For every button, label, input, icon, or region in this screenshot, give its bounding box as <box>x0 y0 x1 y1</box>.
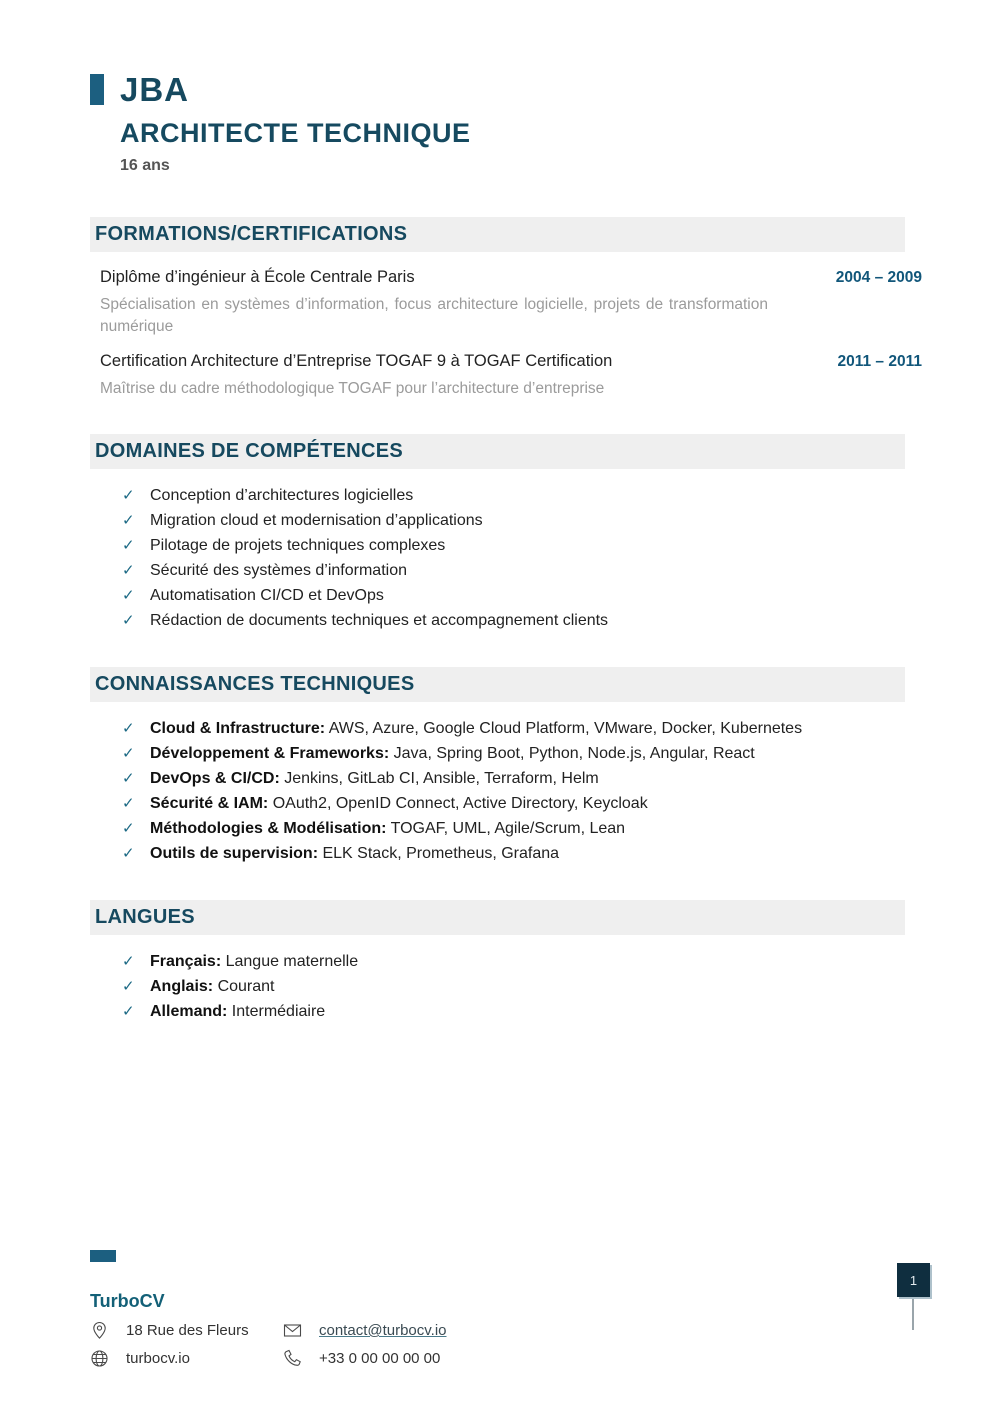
check-icon: ✓ <box>122 720 135 737</box>
candidate-initials: JBA <box>120 71 190 108</box>
skill-values: ELK Stack, Prometheus, Grafana <box>322 845 560 862</box>
page-number-badge: 1 <box>897 1263 930 1297</box>
section-heading-formations: FORMATIONS/CERTIFICATIONS <box>90 217 905 252</box>
skill-values: AWS, Azure, Google Cloud Platform, VMware, Docker, Kubernetes <box>328 720 803 737</box>
section-heading-domaines: DOMAINES DE COMPÉTENCES <box>90 434 905 469</box>
list-item-text: Automatisation CI/CD et DevOps <box>150 587 384 604</box>
globe-icon <box>90 1349 109 1368</box>
list-item <box>122 558 923 583</box>
section-formations <box>90 217 923 400</box>
section-domaines <box>90 434 923 633</box>
skill-category: Développement & Frameworks: <box>150 745 390 762</box>
list-item-text: Rédaction de documents techniques et accompagnement clients <box>150 612 609 629</box>
page-badge-line <box>912 1299 914 1330</box>
formation-description: Maîtrise du cadre méthodologique TOGAF pour l’architecture d’entreprise <box>100 380 605 397</box>
language-level: Langue maternelle <box>225 953 359 970</box>
formation-period: 2011 – 2011 <box>837 353 922 370</box>
list-item <box>122 974 923 999</box>
list-item <box>122 533 923 558</box>
check-icon: ✓ <box>122 795 135 812</box>
language-name: Français: <box>150 953 222 970</box>
formation-title: Certification Architecture d’Entreprise TOGAF 9 à TOGAF Certification <box>100 352 613 370</box>
list-item <box>122 841 923 866</box>
footer <box>90 1250 650 1368</box>
formation-entry <box>100 268 923 338</box>
list-item <box>122 791 923 816</box>
check-icon: ✓ <box>122 537 135 554</box>
check-icon: ✓ <box>122 512 135 529</box>
list-item-text: Sécurité des systèmes d’information <box>150 562 407 579</box>
check-icon: ✓ <box>122 1003 135 1020</box>
list-item <box>122 483 923 508</box>
list-item <box>122 999 923 1024</box>
skill-category: Sécurité & IAM: <box>150 795 269 812</box>
list-item <box>122 816 923 841</box>
envelope-icon <box>283 1321 302 1340</box>
section-heading-connaissances: CONNAISSANCES TECHNIQUES <box>90 667 905 702</box>
address-cell <box>90 1321 283 1340</box>
contact-row <box>90 1321 650 1340</box>
website-cell <box>90 1349 283 1368</box>
section-connaissances <box>90 667 923 866</box>
formation-entry-head <box>100 352 922 371</box>
website-text: turbocv.io <box>126 1350 190 1367</box>
footer-accent-rect <box>90 1250 116 1262</box>
list-item <box>122 741 923 766</box>
experience-years: 16 ans <box>120 157 170 174</box>
langues-list <box>90 949 923 1024</box>
skill-category: Cloud & Infrastructure: <box>150 720 326 737</box>
skill-category: Méthodologies & Modélisation: <box>150 820 387 837</box>
check-icon: ✓ <box>122 845 135 862</box>
connaissances-list <box>90 716 923 866</box>
phone-icon <box>283 1349 302 1368</box>
skill-values: OAuth2, OpenID Connect, Active Directory, Keycloak <box>272 795 648 812</box>
list-item-text: Pilotage de projets techniques complexes <box>150 537 446 554</box>
check-icon: ✓ <box>122 953 135 970</box>
check-icon: ✓ <box>122 770 135 787</box>
check-icon: ✓ <box>122 587 135 604</box>
check-icon: ✓ <box>122 612 135 629</box>
list-item <box>122 583 923 608</box>
skill-values: Jenkins, GitLab CI, Ansible, Terraform, Helm <box>284 770 599 787</box>
check-icon: ✓ <box>122 820 135 837</box>
job-title: ARCHITECTE TECHNIQUE <box>120 118 471 148</box>
location-pin-icon <box>90 1321 109 1340</box>
address-text: 18 Rue des Fleurs <box>126 1322 249 1339</box>
contact-row <box>90 1349 650 1368</box>
list-item-text: Conception d’architectures logicielles <box>150 487 414 504</box>
check-icon: ✓ <box>122 487 135 504</box>
check-icon: ✓ <box>122 745 135 762</box>
footer-brand: TurboCV <box>90 1291 165 1311</box>
list-item <box>122 716 923 741</box>
language-name: Anglais: <box>150 978 214 995</box>
section-langues <box>90 900 923 1024</box>
email-cell <box>283 1321 447 1340</box>
list-item-text: Migration cloud et modernisation d’applications <box>150 512 483 529</box>
accent-bar <box>90 74 104 105</box>
formation-entry <box>100 352 923 400</box>
phone-text: +33 0 00 00 00 00 <box>319 1350 441 1367</box>
domaines-list <box>90 483 923 633</box>
list-item <box>122 508 923 533</box>
formation-entry-head <box>100 268 922 287</box>
list-item <box>122 766 923 791</box>
skill-category: DevOps & CI/CD: <box>150 770 280 787</box>
list-item <box>122 608 923 633</box>
skill-values: TOGAF, UML, Agile/Scrum, Lean <box>390 820 626 837</box>
skill-category: Outils de supervision: <box>150 845 319 862</box>
formation-period: 2004 – 2009 <box>835 269 922 286</box>
formation-title: Diplôme d’ingénieur à École Centrale Paris <box>100 268 415 286</box>
language-level: Intermédiaire <box>231 1003 326 1020</box>
cv-page <box>90 71 923 1024</box>
check-icon: ✓ <box>122 562 135 579</box>
header <box>90 71 923 108</box>
formation-description: Spécialisation en systèmes d’information, focus architecture logicielle, projets de transformation numérique <box>100 296 768 335</box>
email-link[interactable]: contact@turbocv.io <box>319 1322 447 1339</box>
section-heading-langues: LANGUES <box>90 900 905 935</box>
phone-cell <box>283 1349 440 1368</box>
language-level: Courant <box>217 978 275 995</box>
skill-values: Java, Spring Boot, Python, Node.js, Angular, React <box>393 745 755 762</box>
check-icon: ✓ <box>122 978 135 995</box>
language-name: Allemand: <box>150 1003 228 1020</box>
list-item <box>122 949 923 974</box>
